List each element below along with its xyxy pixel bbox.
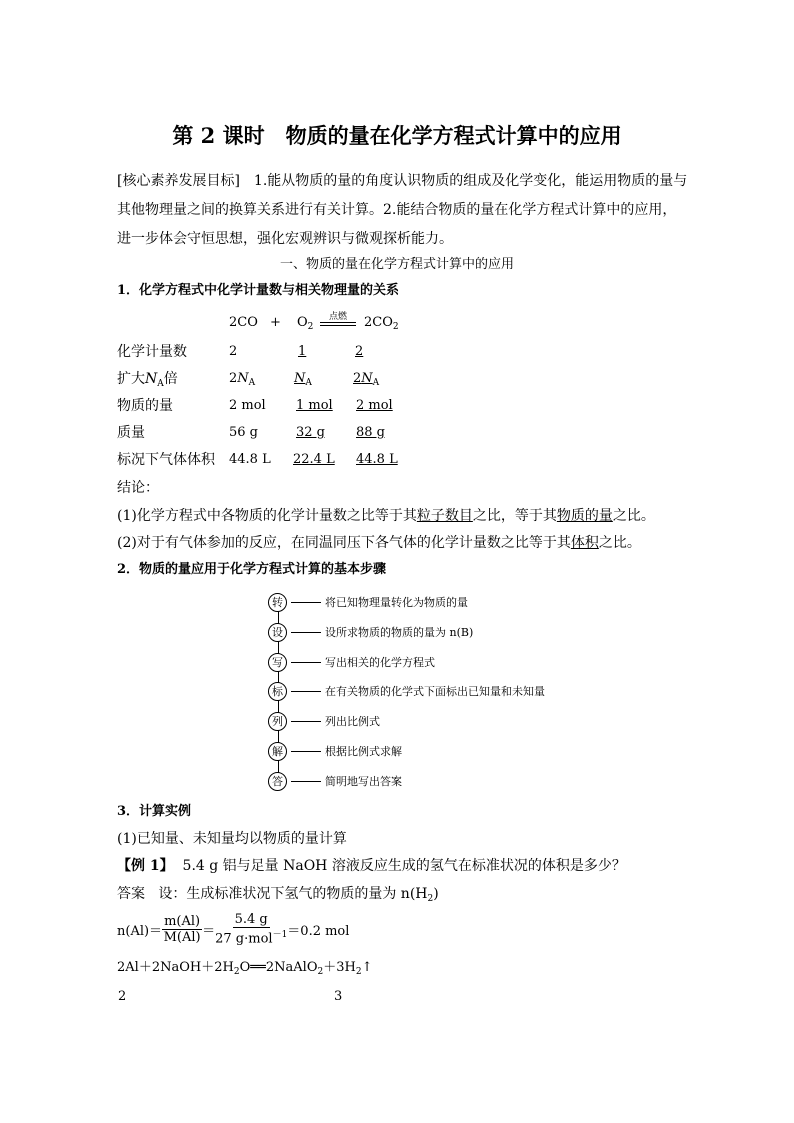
table-cell: $N_A$ <box>294 371 312 388</box>
table-cell: 22.4 L <box>293 452 335 467</box>
step-text: 根据比例式求解 <box>325 745 402 758</box>
table-cell: 56 g <box>229 425 258 440</box>
equation-bar <box>320 322 356 323</box>
reaction-equation: $2Al+2NaOH+2H_2O══2NaAlO_2+3H_2↑$ <box>117 960 373 977</box>
intro-line: [核心素养发展目标] 1.能从物质的量的角度认识物质的组成及化学变化，能运用物质的量与 <box>117 173 688 189</box>
step-dash <box>291 781 321 782</box>
example-label: 【例 1】 <box>117 858 174 874</box>
flow-step <box>268 710 380 732</box>
equation-product: $2CO_2$ <box>364 315 399 332</box>
part1-heading: 1．化学方程式中化学计量数与相关物理量的关系 <box>117 283 400 298</box>
table-cell: 2 mol <box>229 398 266 413</box>
conclusion-line-1: (1)化学方程式中各物质的化学计量数之比等于其粒子数目之比，等于其物质的量之比。 <box>117 508 655 524</box>
example-question: 【例 1】 5.4 g 铝与足量 NaOH 溶液反应生成的氢气在标准状况的体积是多少？ <box>117 858 626 874</box>
fraction: $\frac{m(Al)}{M(Al)}$ <box>163 913 201 945</box>
table-cell: $2N_A$ <box>353 371 380 388</box>
table-cell: 32 g <box>296 425 325 440</box>
table-cell: 1 <box>298 344 307 359</box>
coefficient-h2: 3 <box>334 989 343 1004</box>
intro-line: 进一步体会守恒思想，强化宏观辨识与微观探析能力。 <box>117 231 453 247</box>
step-marker: 答 <box>268 772 287 791</box>
equation-reactant-2: $O_2$ <box>297 315 314 332</box>
fraction: $\frac{5.4 g}{27 g\cdot mol^{-1}}$ <box>215 912 288 947</box>
step-dash <box>291 691 321 692</box>
conclusion-line-2: (2)对于有气体参加的反应，在同温同压下各气体的化学计量数之比等于其体积之比。 <box>117 535 641 551</box>
step-dash <box>291 632 321 633</box>
intro-line: 其他物理量之间的换算关系进行有关计算。2.能结合物质的量在化学方程式计算中的应用， <box>117 202 677 218</box>
step-marker: 列 <box>268 712 287 731</box>
step-marker: 设 <box>268 623 287 642</box>
table-cell: 2 mol <box>356 398 393 413</box>
section-title: 一、物质的量在化学方程式计算中的应用 <box>279 257 514 272</box>
step-text: 设所求物质的物质的量为 n(B) <box>325 626 474 639</box>
flow-step <box>268 770 402 792</box>
step-dash <box>291 602 321 603</box>
table-cell: 44.8 L <box>229 452 271 467</box>
step-text: 简明地写出答案 <box>325 775 402 788</box>
step-text: 列出比例式 <box>325 715 380 728</box>
flow-step <box>268 680 545 702</box>
step-text: 写出相关的化学方程式 <box>325 656 435 669</box>
page-title: 第 2 课时 物质的量在化学方程式计算中的应用 <box>172 123 622 148</box>
calculation-line: n(Al)＝ $\frac{m(Al)}{M(Al)}$ ＝ $\frac{5.4 g}{27 g\cdot mol^{-1}}$ ＝0.2 mol <box>117 912 350 947</box>
step-dash <box>291 721 321 722</box>
equation-reactant-1: 2CO <box>229 315 258 330</box>
table-row-label: 标况下气体体积 <box>117 452 215 468</box>
flow-step <box>268 621 473 643</box>
part3-heading: 3．计算实例 <box>117 804 192 819</box>
step-dash <box>291 662 321 663</box>
table-cell: 2 <box>355 344 364 359</box>
step-marker: 转 <box>268 593 287 612</box>
conclusion-label: 结论： <box>117 480 159 496</box>
step-text: 将已知物理量转化为物质的量 <box>325 596 468 609</box>
step-marker: 写 <box>268 653 287 672</box>
flow-step <box>268 591 468 613</box>
table-cell: 44.8 L <box>356 452 398 467</box>
table-row-label: 化学计量数 <box>117 344 187 360</box>
table-cell: 2 <box>229 344 238 359</box>
coefficient-al: 2 <box>118 989 127 1004</box>
step-marker: 标 <box>268 682 287 701</box>
part2-heading: 2．物质的量应用于化学方程式计算的基本步骤 <box>117 562 387 577</box>
equation-bar <box>320 325 356 326</box>
part3-subheading: (1)已知量、未知量均以物质的量计算 <box>117 831 347 847</box>
answer-line: 答案 设：生成标准状况下氢气的物质的量为 $n(H_2)$ <box>117 886 439 904</box>
table-cell: $2N_A$ <box>229 371 256 388</box>
answer-label: 答案 <box>117 886 145 902</box>
equation-plus: + <box>270 315 281 330</box>
table-row-label: 质量 <box>117 425 145 441</box>
flow-step <box>268 651 435 673</box>
table-row-label: 扩大$N_A$倍 <box>117 371 178 389</box>
step-text: 在有关物质的化学式下面标出已知量和未知量 <box>325 685 545 698</box>
step-marker: 解 <box>268 742 287 761</box>
flow-step <box>268 740 402 762</box>
table-row-label: 物质的量 <box>117 398 173 414</box>
table-cell: 1 mol <box>296 398 333 413</box>
table-cell: 88 g <box>356 425 385 440</box>
equation-condition: 点燃 <box>328 312 347 322</box>
step-dash <box>291 751 321 752</box>
